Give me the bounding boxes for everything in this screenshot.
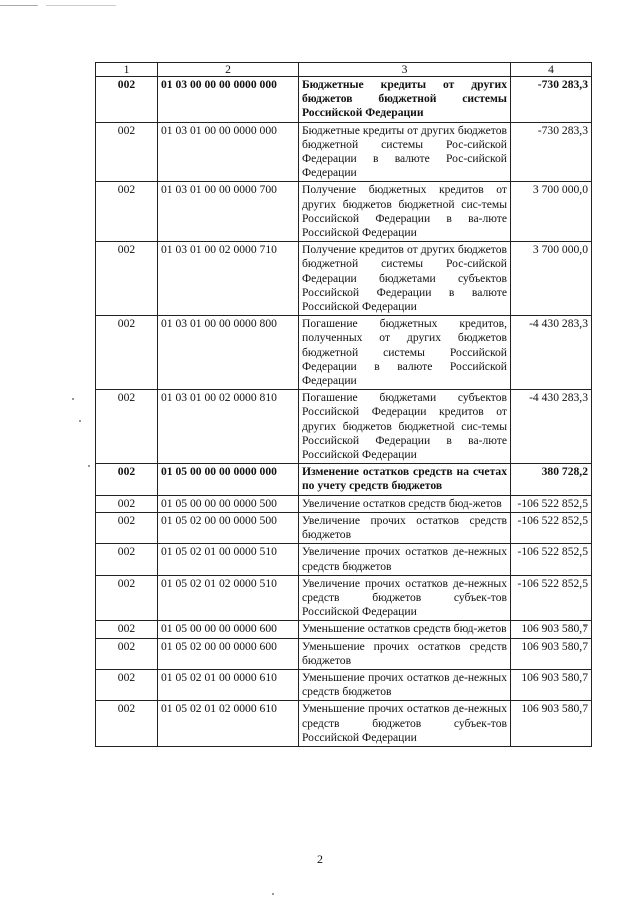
source-name-cell: Увеличение прочих остатков де-нежных средств бюджетов субъек-тов Российской Федерации: [299, 575, 511, 621]
table-row: [96, 390, 592, 464]
amount-cell: -4 430 283,3: [511, 316, 592, 390]
source-name-cell: Бюджетные кредиты от других бюджетов бюджетной системы Рос-сийской Федерации в валюте Рос-сийской Федерации: [299, 122, 511, 182]
table-body: [96, 77, 592, 747]
amount-cell: -106 522 852,5: [511, 495, 592, 512]
admin-code-cell: 002: [96, 242, 158, 316]
source-code-cell: 01 05 00 00 00 0000 000: [158, 464, 299, 495]
source-name-cell: Уменьшение прочих остатков средств бюджетов: [299, 638, 511, 669]
scan-artifact-top-left: [0, 5, 38, 6]
scan-speck: [79, 420, 81, 422]
source-name-cell: Увеличение прочих остатков де-нежных средств бюджетов: [299, 544, 511, 575]
admin-code-cell: 002: [96, 575, 158, 621]
admin-code-cell: 002: [96, 77, 158, 123]
column-number-row: [96, 63, 592, 77]
source-name-cell: Увеличение прочих остатков средств бюджетов: [299, 512, 511, 543]
source-name-cell: Погашение бюджетами субъектов Российской Федерации кредитов от других бюджетов бюджетной сис-темы Российской Федерации в ва-люте Российской Федерации: [299, 390, 511, 464]
amount-cell: 106 903 580,7: [511, 638, 592, 669]
amount-cell: -106 522 852,5: [511, 544, 592, 575]
source-code-cell: 01 03 01 00 02 0000 710: [158, 242, 299, 316]
source-name-cell: Уменьшение прочих остатков де-нежных средств бюджетов: [299, 669, 511, 700]
table-row: [96, 512, 592, 543]
admin-code-cell: 002: [96, 701, 158, 747]
scan-speck: [88, 465, 90, 467]
amount-cell: 106 903 580,7: [511, 669, 592, 700]
column-header-3: 3: [299, 63, 511, 77]
source-code-cell: 01 03 01 00 00 0000 800: [158, 316, 299, 390]
table-row: [96, 544, 592, 575]
source-code-cell: 01 03 01 00 02 0000 810: [158, 390, 299, 464]
table-row: [96, 77, 592, 123]
page-number: 2: [317, 852, 323, 866]
table-row: [96, 575, 592, 621]
table-row: [96, 638, 592, 669]
table-row: [96, 495, 592, 512]
source-code-cell: 01 05 02 01 00 0000 510: [158, 544, 299, 575]
amount-cell: 380 728,2: [511, 464, 592, 495]
amount-cell: 3 700 000,0: [511, 182, 592, 242]
source-code-cell: 01 05 02 00 00 0000 600: [158, 638, 299, 669]
table-row: [96, 242, 592, 316]
admin-code-cell: 002: [96, 669, 158, 700]
scan-speck: [272, 893, 274, 895]
amount-cell: -730 283,3: [511, 77, 592, 123]
table-row: [96, 464, 592, 495]
admin-code-cell: 002: [96, 122, 158, 182]
source-name-cell: Бюджетные кредиты от других бюджетов бюджетной системы Российской Федерации: [299, 77, 511, 123]
scan-artifact-top: [46, 5, 116, 6]
admin-code-cell: 002: [96, 512, 158, 543]
source-name-cell: Погашение бюджетных кредитов, полученных от других бюджетов бюджетной системы Российской Федерации в валюте Российской Федерации: [299, 316, 511, 390]
source-name-cell: Уменьшение остатков средств бюд-жетов: [299, 621, 511, 638]
scan-speck: [72, 398, 74, 400]
source-code-cell: 01 03 00 00 00 0000 000: [158, 77, 299, 123]
admin-code-cell: 002: [96, 638, 158, 669]
amount-cell: 106 903 580,7: [511, 621, 592, 638]
source-name-cell: Уменьшение прочих остатков де-нежных средств бюджетов субъек-тов Российской Федерации: [299, 701, 511, 747]
amount-cell: -106 522 852,5: [511, 512, 592, 543]
source-code-cell: 01 05 02 00 00 0000 500: [158, 512, 299, 543]
admin-code-cell: 002: [96, 390, 158, 464]
table-row: [96, 669, 592, 700]
amount-cell: 3 700 000,0: [511, 242, 592, 316]
table-row: [96, 621, 592, 638]
admin-code-cell: 002: [96, 316, 158, 390]
amount-cell: 106 903 580,7: [511, 701, 592, 747]
budget-sources-table: [95, 62, 592, 747]
source-name-cell: Увеличение остатков средств бюд-жетов: [299, 495, 511, 512]
admin-code-cell: 002: [96, 182, 158, 242]
amount-cell: -106 522 852,5: [511, 575, 592, 621]
source-code-cell: 01 03 01 00 00 0000 000: [158, 122, 299, 182]
column-header-2: 2: [158, 63, 299, 77]
admin-code-cell: 002: [96, 464, 158, 495]
table-row: [96, 316, 592, 390]
admin-code-cell: 002: [96, 621, 158, 638]
table-row: [96, 122, 592, 182]
amount-cell: -730 283,3: [511, 122, 592, 182]
column-header-1: 1: [96, 63, 158, 77]
source-name-cell: Получение кредитов от других бюджетов бюджетной системы Рос-сийской Федерации бюджетами субъектов Российской Федерации в валюте Российской Федерации: [299, 242, 511, 316]
table-row: [96, 182, 592, 242]
source-code-cell: 01 05 00 00 00 0000 600: [158, 621, 299, 638]
table-row: [96, 701, 592, 747]
admin-code-cell: 002: [96, 544, 158, 575]
source-code-cell: 01 05 02 01 02 0000 510: [158, 575, 299, 621]
source-code-cell: 01 05 02 01 02 0000 610: [158, 701, 299, 747]
source-code-cell: 01 05 02 01 00 0000 610: [158, 669, 299, 700]
source-name-cell: Изменение остатков средств на счетах по учету средств бюджетов: [299, 464, 511, 495]
source-name-cell: Получение бюджетных кредитов от других бюджетов бюджетной сис-темы Российской Федерации в ва-люте Российской Федерации: [299, 182, 511, 242]
source-code-cell: 01 03 01 00 00 0000 700: [158, 182, 299, 242]
admin-code-cell: 002: [96, 495, 158, 512]
source-code-cell: 01 05 00 00 00 0000 500: [158, 495, 299, 512]
amount-cell: -4 430 283,3: [511, 390, 592, 464]
column-header-4: 4: [511, 63, 592, 77]
